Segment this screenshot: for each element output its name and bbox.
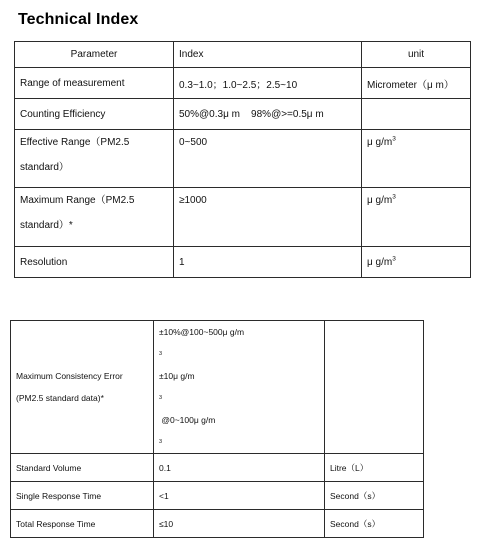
unit-cell: Second（s） [325, 510, 424, 538]
index-line-1-superscript: 3 [159, 351, 163, 357]
index-line-1 [159, 321, 319, 365]
index-cell: 1 [174, 247, 362, 278]
unit-superscript: 3 [392, 193, 396, 201]
table-row [15, 68, 471, 99]
index-cell: <1 [154, 482, 325, 510]
table-header-row [15, 42, 471, 68]
table-row [15, 130, 471, 188]
table-row [15, 247, 471, 278]
index-line-2-superscript-b: 3 [159, 439, 163, 445]
unit-cell: Micrometer（μ m） [362, 68, 471, 99]
index-cell: ≤10 [154, 510, 325, 538]
parameter-cell: Single Response Time [11, 482, 154, 510]
index-line-2-text: ±10μ g/m [159, 371, 195, 381]
parameter-cell: Counting Efficiency [15, 99, 174, 130]
parameter-cell [15, 188, 174, 247]
unit-cell [362, 99, 471, 130]
index-line-1-text: ±10%@100~500μ g/m [159, 327, 245, 337]
unit-text: μ g/m [367, 137, 393, 148]
unit-cell: Litre（L） [325, 454, 424, 482]
header-parameter: Parameter [15, 42, 174, 68]
index-cell: ≥1000 [174, 188, 362, 247]
parameter-cell: Resolution [15, 247, 174, 278]
unit-text: μ g/m [367, 195, 393, 206]
header-unit: unit [362, 42, 471, 68]
unit-cell [362, 188, 471, 247]
parameter-cell [15, 130, 174, 188]
index-line-2-text-b: @0~100μ g/m [159, 415, 216, 425]
parameter-line-2: standard）* [20, 220, 73, 231]
parameter-line-1: Effective Range（PM2.5 [20, 137, 130, 148]
parameter-line-2: standard） [20, 162, 69, 173]
parameter-line-2: (PM2.5 standard data)* [16, 393, 104, 403]
unit-text: μ g/m [367, 256, 393, 268]
table-row [11, 510, 424, 538]
table-row [15, 188, 471, 247]
table-row [11, 321, 424, 454]
index-cell: 0.1 [154, 454, 325, 482]
unit-cell [325, 321, 424, 454]
index-line-2-superscript: 3 [159, 395, 163, 401]
table-row [11, 482, 424, 510]
table-row [11, 454, 424, 482]
index-line-2 [159, 365, 319, 453]
parameter-line-1: Maximum Range（PM2.5 [20, 195, 135, 206]
header-index: Index [174, 42, 362, 68]
unit-superscript: 3 [392, 135, 396, 143]
parameter-line-1: Maximum Consistency Error [16, 371, 123, 381]
unit-cell [362, 130, 471, 188]
unit-cell: Second（s） [325, 482, 424, 510]
parameter-cell: Total Response Time [11, 510, 154, 538]
unit-cell [362, 247, 471, 278]
parameter-cell [11, 321, 154, 454]
parameter-cell: Standard Volume [11, 454, 154, 482]
table-row [15, 99, 471, 130]
parameter-cell: Range of measurement [15, 68, 174, 99]
index-cell: 0.3~1.0；1.0~2.5；2.5~10 [174, 68, 362, 99]
additional-specs-table [10, 320, 424, 538]
index-cell [154, 321, 325, 454]
page-title: Technical Index [18, 11, 139, 28]
index-cell: 50%@0.3μ m 98%@>=0.5μ m [174, 99, 362, 130]
index-cell: 0~500 [174, 130, 362, 188]
unit-superscript: 3 [392, 255, 396, 263]
technical-index-table [14, 41, 471, 278]
